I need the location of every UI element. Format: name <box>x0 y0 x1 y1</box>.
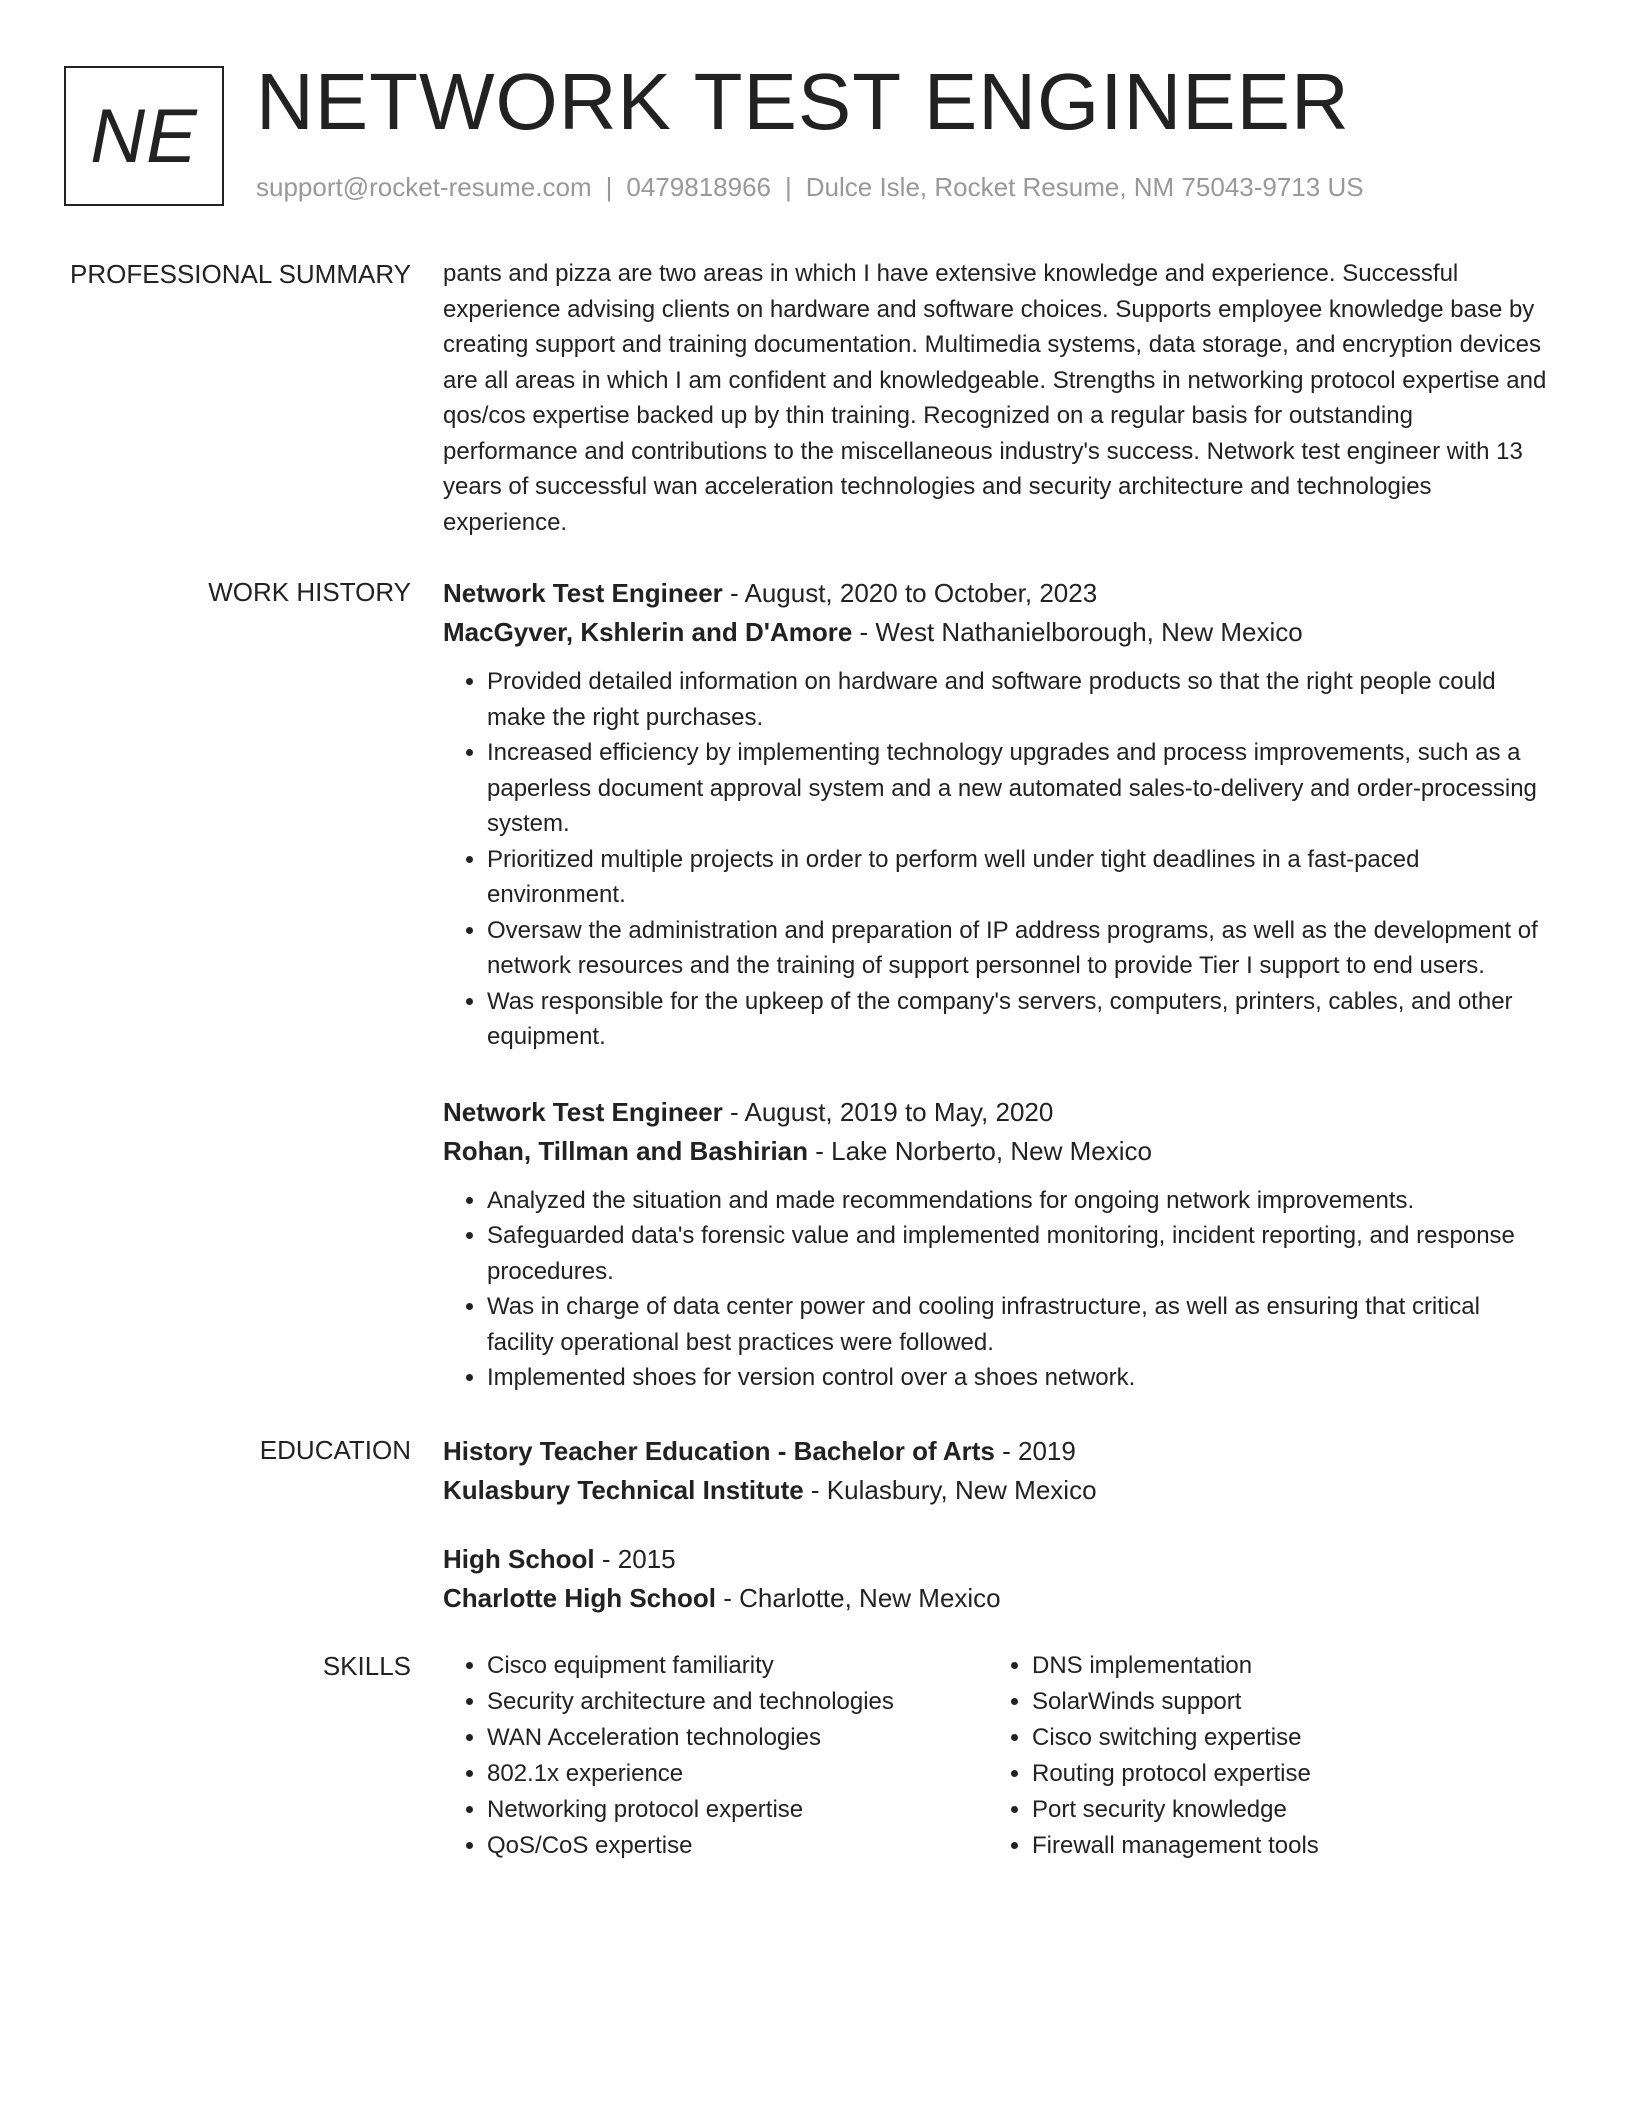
job-bullet: • Was in charge of data center power and cooling infrastructure, as well as ensuring that critical facility operational best practices were followed. <box>487 1289 1553 1360</box>
summary-text: pants and pizza are two areas in which I have extensive knowledge and experience. Successful experience advising clients on hardware and software choices. Supports employee knowledge base by creating support and training documentation. Multimedia systems, data storage, and encryption devices are all areas in which I am confident and knowledgeable. Strengths in networking protocol expertise and qos/cos expertise backed up by thin training. Recognized on a regular basis for outstanding performance and contributions to the miscellaneous industry's success. Network test engineer with 13 years of successful wan acceleration technologies and security architecture and technologies experience. <box>443 260 1547 536</box>
skill-item: • Networking protocol expertise <box>487 1792 988 1828</box>
job-company: Rohan, Tillman and Bashirian <box>443 1135 809 1166</box>
education-school: Charlotte High School <box>443 1583 716 1613</box>
job-dates: - August, 2020 to October, 2023 <box>722 578 1098 608</box>
skills-heading: SKILLS <box>322 1651 411 1681</box>
education-year: - 2015 <box>594 1544 676 1574</box>
contact-email: support@rocket-resume.com <box>256 172 592 202</box>
monogram-text: NE <box>90 93 198 179</box>
job-title-line <box>443 574 1553 613</box>
education-location: - Charlotte, New Mexico <box>716 1583 1001 1613</box>
skill-item: • Firewall management tools <box>1032 1828 1533 1864</box>
summary-body <box>443 256 1553 540</box>
education-entry <box>443 1432 1553 1510</box>
education-degree-line <box>443 1540 1553 1579</box>
skills-grid <box>443 1648 1553 1864</box>
skills-column-right <box>988 1648 1533 1864</box>
education-school-line <box>443 1471 1553 1510</box>
contact-phone: 0479818966 <box>626 172 771 202</box>
job-title-line <box>443 1093 1553 1132</box>
education-body <box>443 1432 1553 1618</box>
job-bullet: • Oversaw the administration and preparation of IP address programs, as well as the development of network resources and the training of support personnel to provide Tier I support to end users. <box>487 913 1553 984</box>
skills-list <box>988 1648 1533 1864</box>
skill-item: • QoS/CoS expertise <box>487 1828 988 1864</box>
monogram-logo <box>64 66 224 206</box>
job-bullet: • Increased efficiency by implementing technology upgrades and process improvements, such as a paperless document approval system and a new automated sales-to-delivery and order-processing system. <box>487 735 1553 842</box>
skill-item: • WAN Acceleration technologies <box>487 1720 988 1756</box>
summary-heading: PROFESSIONAL SUMMARY <box>70 259 411 289</box>
education-degree-line <box>443 1432 1553 1471</box>
education-entry <box>443 1540 1553 1618</box>
job-location: - West Nathanielborough, New Mexico <box>852 617 1303 647</box>
job-company-line <box>443 1132 1553 1171</box>
job-bullet-list <box>443 1183 1553 1396</box>
work-history-heading: WORK HISTORY <box>208 577 411 607</box>
skill-item: • Cisco equipment familiarity <box>487 1648 988 1684</box>
contact-address: Dulce Isle, Rocket Resume, NM 75043-9713 US <box>805 172 1364 202</box>
education-degree: High School <box>443 1544 595 1574</box>
job-bullet: • Prioritized multiple projects in order to perform well under tight deadlines in a fast-paced environment. <box>487 842 1553 913</box>
education-degree: History Teacher Education - Bachelor of Arts <box>443 1436 995 1466</box>
job-entry <box>443 1093 1553 1396</box>
skills-list <box>443 1648 988 1864</box>
job-location: - Lake Norberto, New Mexico <box>808 1135 1152 1166</box>
contact-separator: | <box>785 172 792 202</box>
job-title: Network Test Engineer <box>443 1096 723 1127</box>
skill-item: • Security architecture and technologies <box>487 1684 988 1720</box>
job-bullet: • Implemented shoes for version control over a shoes network. <box>487 1360 1553 1396</box>
job-company-line <box>443 613 1553 652</box>
job-bullet-list <box>443 664 1553 1055</box>
contact-line <box>256 172 1364 203</box>
job-bullet: • Analyzed the situation and made recommendations for ongoing network improvements. <box>487 1183 1553 1219</box>
job-bullet: • Safeguarded data's forensic value and implemented monitoring, incident reporting, and response procedures. <box>487 1218 1553 1289</box>
work-history-body <box>443 574 1553 1396</box>
skill-item: • 802.1x experience <box>487 1756 988 1792</box>
education-location: - Kulasbury, New Mexico <box>803 1475 1097 1505</box>
skill-item: • DNS implementation <box>1032 1648 1533 1684</box>
education-school: Kulasbury Technical Institute <box>443 1475 804 1505</box>
skill-item: • SolarWinds support <box>1032 1684 1533 1720</box>
skills-body <box>443 1648 1553 1864</box>
resume-title: NETWORK TEST ENGINEER <box>256 57 1350 146</box>
education-school-line <box>443 1579 1553 1618</box>
education-year: - 2019 <box>994 1436 1076 1466</box>
contact-separator: | <box>605 172 613 202</box>
skill-item: • Routing protocol expertise <box>1032 1756 1533 1792</box>
skills-column-left <box>443 1648 988 1864</box>
job-entry <box>443 574 1553 1055</box>
job-title: Network Test Engineer <box>443 578 723 608</box>
skill-item: • Cisco switching expertise <box>1032 1720 1533 1756</box>
job-bullet: • Was responsible for the upkeep of the company's servers, computers, printers, cables, and other equipment. <box>487 984 1553 1055</box>
job-bullet: • Provided detailed information on hardware and software products so that the right people could make the right purchases. <box>487 664 1553 735</box>
job-dates: - August, 2019 to May, 2020 <box>722 1096 1054 1127</box>
skill-item: • Port security knowledge <box>1032 1792 1533 1828</box>
job-company: MacGyver, Kshlerin and D'Amore <box>443 617 853 647</box>
education-heading: EDUCATION <box>259 1435 411 1465</box>
